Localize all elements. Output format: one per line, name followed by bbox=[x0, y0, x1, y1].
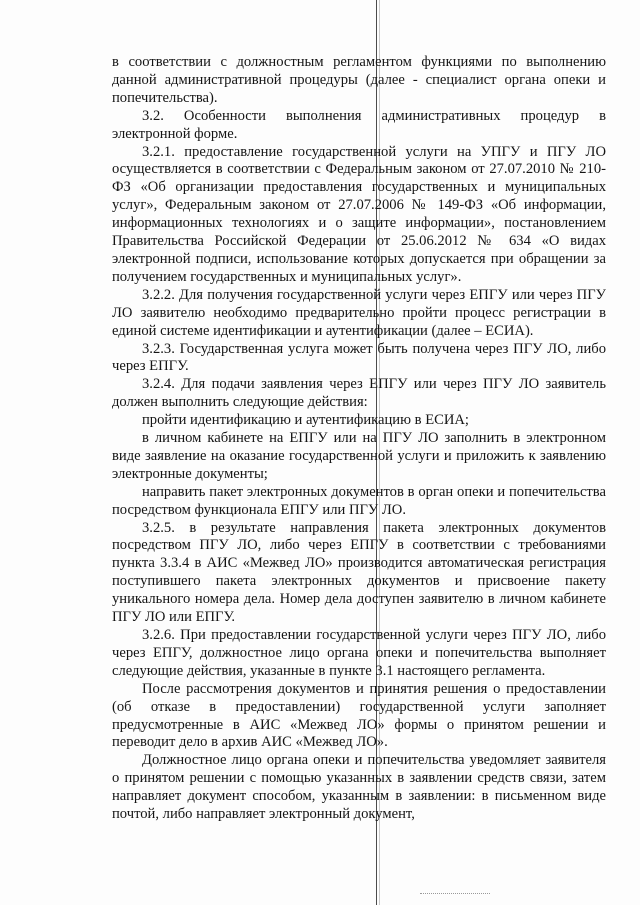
paragraph: в соответствии с должностным регламентом функциями по выполнению данной административной процедуры (далее - специалист органа опеки и попечительства). bbox=[112, 54, 606, 106]
paragraph: После рассмотрения документов и принятия решения о предоставлении (об отказе в предоставлении) государственной услуги заполняет предусмотренные в АИС «Межвед ЛО» формы о принятом решении и переводит дело в архив АИС «Межвед ЛО». bbox=[112, 680, 606, 751]
list-item: направить пакет электронных документов в орган опеки и попечительства посредством функционала ЕПГУ или ПГУ ЛО. bbox=[112, 483, 606, 518]
scan-artifact bbox=[420, 893, 490, 895]
paragraph: 3.2.5. в результате направления пакета электронных документов посредством ПГУ ЛО, либо через ЕПГУ в соответствии с требованиями пункта 3.3.4 в АИС «Межвед ЛО» производится автоматическая регистрация поступившего пакета электронных документов и присвоение пакету уникального номера дела. Номер дела доступен заявителю в личном кабинете ПГУ ЛО или ЕПГУ. bbox=[112, 519, 606, 626]
paragraph: 3.2.3. Государственная услуга может быть получена через ПГУ ЛО, либо через ЕПГУ. bbox=[112, 340, 606, 375]
paragraph: 3.2.6. При предоставлении государственной услуги через ПГУ ЛО, либо через ЕПГУ, должностное лицо органа опеки и попечительства выполняет следующие действия, указанные в пункте 3.1 настоящего регламента. bbox=[112, 627, 606, 679]
list-item: пройти идентификацию и аутентификацию в ЕСИА; bbox=[142, 412, 469, 429]
paragraph: 3.2.1. предоставление государственной услуги на УПГУ и ПГУ ЛО осуществляется в соответствии с Федеральным законом от 27.07.2010 № 210-ФЗ «Об организации предоставления государственных и муниципальных услуг», Федеральным законом от 27.07.2006 № 149-ФЗ «Об информации, информационных технологиях и о защите информации», постановлением Правительства Российской Федерации от 25.06.2012 № 634 «О видах электронной подписи, использование которых допускается при обращении за получением государственных и муниципальных услуг». bbox=[112, 143, 606, 285]
section-heading: 3.2. Особенности выполнения административных процедур в электронной форме. bbox=[112, 107, 606, 142]
paragraph: Должностное лицо органа опеки и попечительства уведомляет заявителя о принятом решении с помощью указанных в заявлении средств связи, затем направляет документ способом, указанным в заявлении: в письменном виде почтой, либо направляет электронный документ, bbox=[112, 752, 606, 823]
document-body bbox=[112, 54, 606, 824]
paragraph: 3.2.4. Для подачи заявления через ЕПГУ или через ПГУ ЛО заявитель должен выполнить следующие действия: bbox=[112, 376, 606, 411]
list-item: в личном кабинете на ЕПГУ или на ПГУ ЛО заполнить в электронном виде заявление на оказание государственной услуги и приложить к заявлению электронные документы; bbox=[112, 430, 606, 482]
paragraph: 3.2.2. Для получения государственной услуги через ЕПГУ или через ПГУ ЛО заявителю необходимо предварительно пройти процесс регистрации в единой системе идентификации и аутентификации (далее – ЕСИА). bbox=[112, 286, 606, 339]
